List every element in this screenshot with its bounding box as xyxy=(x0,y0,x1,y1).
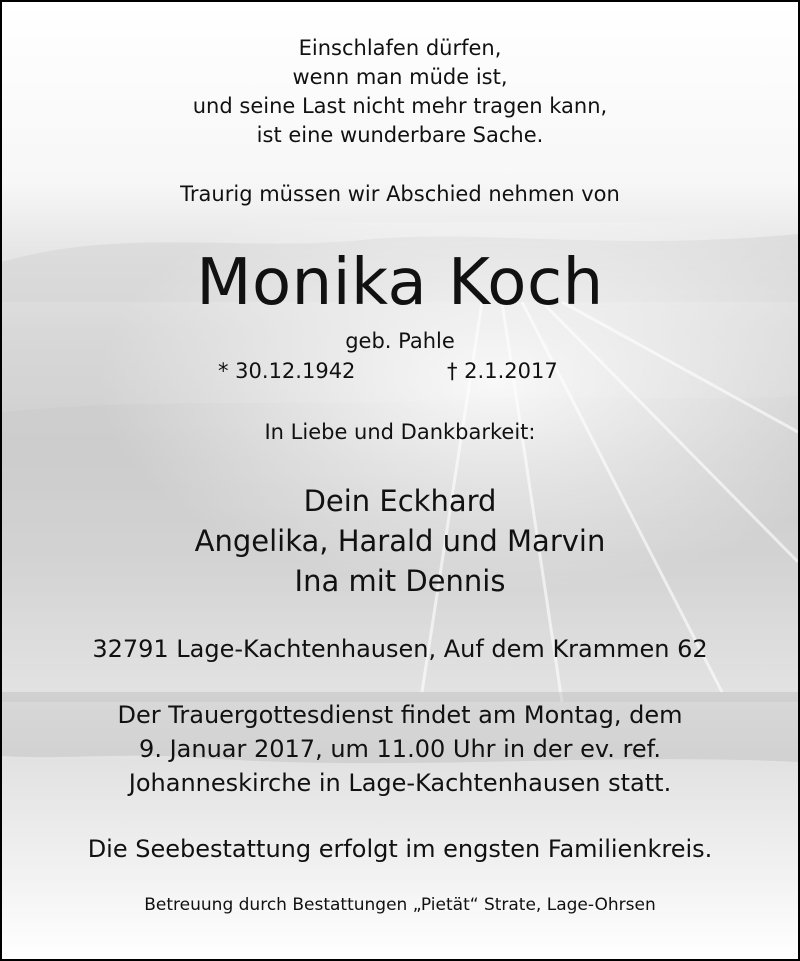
burial-note: Die Seebestattung erfolgt im engsten Familienkreis. xyxy=(87,835,713,863)
deceased-name: Monika Koch xyxy=(196,246,604,320)
service-line-3: Johanneskirche in Lage-Kachtenhausen statt. xyxy=(128,769,672,797)
family-line-2: Angelika, Harald und Marvin xyxy=(194,524,606,558)
birth-date: * 30.12.1942 xyxy=(218,359,356,383)
life-dates xyxy=(2,359,798,387)
service-line-2: 9. Januar 2017, um 11.00 Uhr in der ev. ref. xyxy=(139,735,661,763)
farewell-intro: Traurig müssen wir Abschied nehmen von xyxy=(180,182,620,206)
service-line-1: Der Trauergottesdienst findet am Montag, dem xyxy=(117,701,683,729)
poem-line-4: ist eine wunderbare Sache. xyxy=(256,123,544,147)
family-address: 32791 Lage-Kachtenhausen, Auf dem Krammen 62 xyxy=(92,635,708,663)
poem-line-3: und seine Last nicht mehr tragen kann, xyxy=(192,94,608,118)
birth-name: geb. Pahle xyxy=(345,329,455,353)
family-line-1: Dein Eckhard xyxy=(303,484,497,518)
poem-line-2: wenn man müde ist, xyxy=(292,65,508,89)
family-line-3: Ina mit Dennis xyxy=(294,564,506,598)
death-date: † 2.1.2017 xyxy=(447,359,558,383)
undertaker-credit: Betreuung durch Bestattungen „Pietät“ Strate, Lage-Ohrsen xyxy=(144,895,656,915)
gratitude-line: In Liebe und Dankbarkeit: xyxy=(264,420,536,444)
poem-line-1: Einschlafen dürfen, xyxy=(298,36,502,60)
